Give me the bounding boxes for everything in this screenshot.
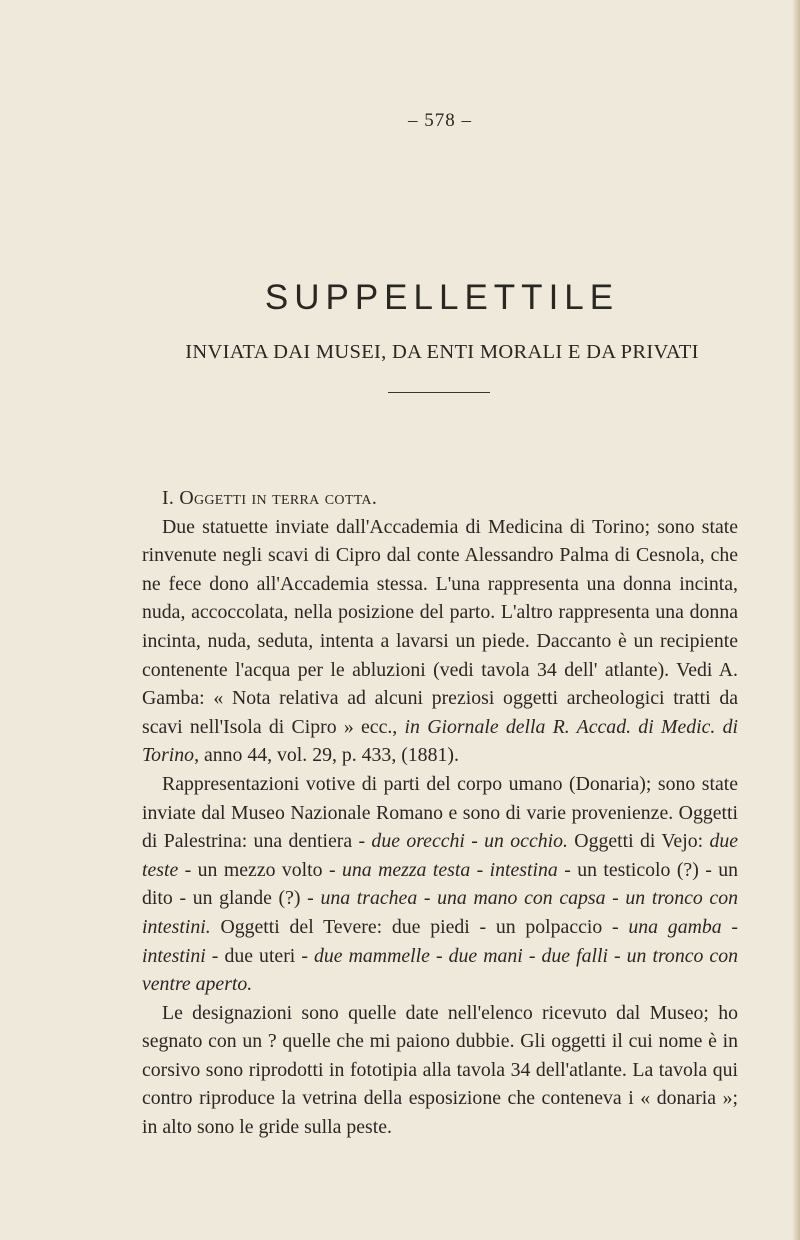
paragraph-text: Due statuette inviate dall'Accademia di Medicina di Torino; sono state rinvenute negli scavi di Cipro dal conte Alessandro Palma di Cesnola, che ne fece dono all'Accademia stessa. L'una rappresenta una donna incinta, nuda, accoccolata, nella posizione del parto. L'altro rappresenta una donna incinta, nuda, seduta, intenta a lavarsi un piede. Daccanto è un recipiente contenente l'acqua per le abluzioni (vedi tavola 34 dell' atlante). Vedi A. Gamba: « Nota relativa ad alcuni preziosi oggetti archeologici tratti da scavi nell'Isola di Cipro » ecc., [142,515,738,738]
paragraph-notes: Le designazioni sono quelle date nell'elenco ricevuto dal Museo; ho segnato con un ? quelle che mi paiono dubbie. Gli oggetti il cui nome è in corsivo sono riprodotti in fototipia alla tavola 34 dell'atlante. La tavola qui contro riproduce la vetrina della esposizione che conteneva i « donaria »; in alto sono le gride sulla peste. [142,1001,738,1139]
italic-items: una gamba - intestini [142,915,738,967]
paragraph-text: , anno 44, vol. 29, p. 433, (1881). [194,744,459,767]
title-divider [388,392,490,393]
paragraph-text: - un testicolo (?) - un dito - un glande (?) - [142,858,738,910]
italic-items: una trachea - una mano con capsa - un tronco con intestini. [142,887,738,938]
page-number: – 578 – [408,110,472,131]
body-text [142,484,738,1142]
paragraph-text: - un mezzo volto - [178,858,342,881]
journal-citation: in Giornale della R. Accad. di Medic. di Torino [142,715,738,767]
section-heading: I. Oggetti in terra cotta. [162,487,378,509]
paragraph-text: Rappresentazioni votive di parti del corpo umano (Donaria); sono state inviate dal Museo Nazionale Romano e sono di varie provenienze. Oggetti di Palestrina: una dentiera - [142,772,738,853]
italic-items: due mammelle - due mani - due falli - un tronco con ventre aperto. [142,944,738,996]
paragraph-text: Oggetti del Tevere: due piedi - un polpaccio - [210,915,629,938]
italic-items: una mezza testa - intestina [342,858,558,881]
paragraph-text: - due uteri - [205,944,314,967]
page-title: SUPPELLETTILE [264,278,620,317]
page-edge-shadow [792,0,800,1240]
italic-items: due teste [142,830,738,881]
page-subtitle: INVIATA DAI MUSEI, DA ENTI MORALI E DA PRIVATI [185,341,699,363]
italic-items: due orecchi - un occhio. [371,830,568,853]
paragraph-text: Oggetti di Vejo: [567,830,710,853]
paragraph-donaria [142,770,738,999]
paragraph-statuettes [142,513,738,770]
